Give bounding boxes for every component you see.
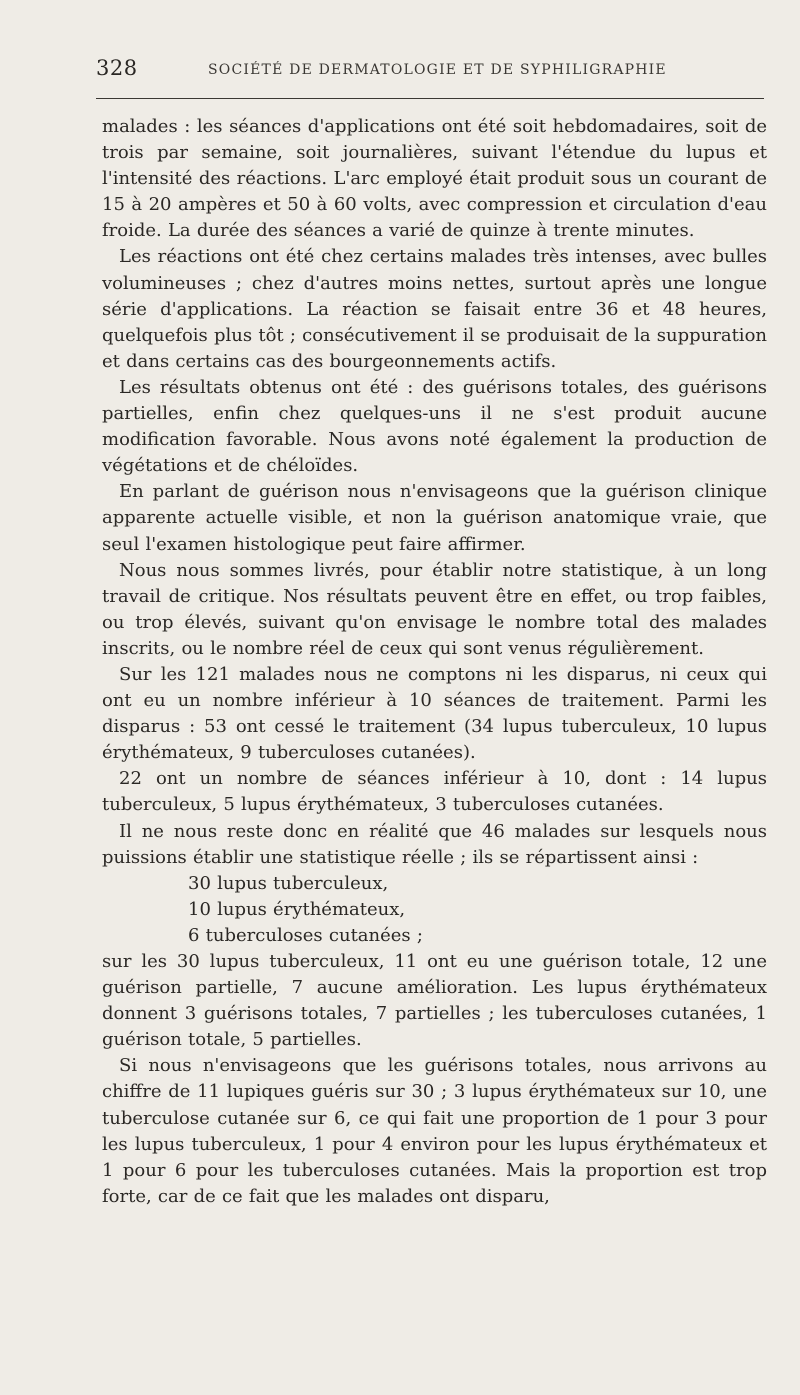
running-title: SOCIÉTÉ DE DERMATOLOGIE ET DE SYPHILIGRAPHIE (208, 62, 667, 78)
paragraph: Les réactions ont été chez certains malades très intenses, avec bulles volumineuses ; chez d'autres moins nettes, surtout après une longue série d'applications. La réaction se faisait entre 36 et 48 heures, quelquefois plus tôt ; consécutivement il se produisait de la suppuration et dans certains cas des bourgeonnements actifs. (102, 246, 767, 372)
header-rule (96, 98, 764, 99)
paragraph: 22 ont un nombre de séances inférieur à 10, dont : 14 lupus tuberculeux, 5 lupus érythémateux, 3 tuberculoses cutanées. (102, 768, 767, 816)
paragraph: Si nous n'envisageons que les guérisons totales, nous arrivons au chiffre de 11 lupiques guéris sur 30 ; 3 lupus érythémateux sur 10, une tuberculose cutanée sur 6, ce qui fait une proportion de 1 pour 3 pour les lupus tuberculeux, 1 pour 4 environ pour les lupus érythémateux et 1 pour 6 pour les tuberculoses cutanées. Mais la proportion est trop forte, car de ce fait que les malades ont disparu, (102, 1055, 767, 1207)
paragraph: Nous nous sommes livrés, pour établir notre statistique, à un long travail de critique. Nos résultats peuvent être en effet, ou trop faibles, ou trop élevés, suivant qu'on envisage le nombre total des malades inscrits, ou le nombre réel de ceux qui sont venus régulièrement. (102, 559, 767, 659)
paragraph: Les résultats obtenus ont été : des guérisons totales, des guérisons partielles, enfin chez quelques-uns il ne s'est produit aucune modification favorable. Nous avons noté également la production de végétations et de chéloïdes. (102, 376, 767, 477)
list-item: 30 lupus tuberculeux, (188, 872, 389, 894)
page-header (96, 56, 764, 92)
paragraph: sur les 30 lupus tuberculeux, 11 ont eu une guérison totale, 12 une guérison partielle, 7 aucune amélioration. Les lupus érythémateux donnent 3 guérisons totales, 7 partielles ; les tuberculoses cutanées, 1 guérison totale, 5 partielles. (102, 951, 767, 1051)
paragraph: malades : les séances d'applications ont été soit hebdomadaires, soit de trois par semaine, soit journalières, suivant l'étendue du lupus et l'intensité des réactions. L'arc employé était produit sous un courant de 15 à 20 ampères et 50 à 60 volts, avec compression et circulation d'eau froide. La durée des séances a varié de quinze à trente minutes. (102, 116, 767, 242)
list-item: 6 tuberculoses cutanées ; (188, 924, 423, 946)
list-item: 10 lupus érythémateux, (188, 898, 406, 920)
body-text (102, 114, 767, 1210)
page-number: 328 (96, 56, 138, 80)
paragraph: En parlant de guérison nous n'envisageons que la guérison clinique apparente actuelle visible, et non la guérison anatomique vraie, que seul l'examen histologique peut faire affirmer. (102, 481, 767, 555)
paragraph: Sur les 121 malades nous ne comptons ni les disparus, ni ceux qui ont eu un nombre inférieur à 10 séances de traitement. Parmi les disparus : 53 ont cessé le traitement (34 lupus tuberculeux, 10 lupus érythémateux, 9 tuberculoses cutanées). (102, 663, 767, 764)
paragraph: Il ne nous reste donc en réalité que 46 malades sur lesquels nous puissions établir une statistique réelle ; ils se répartissent ainsi : (102, 820, 767, 868)
